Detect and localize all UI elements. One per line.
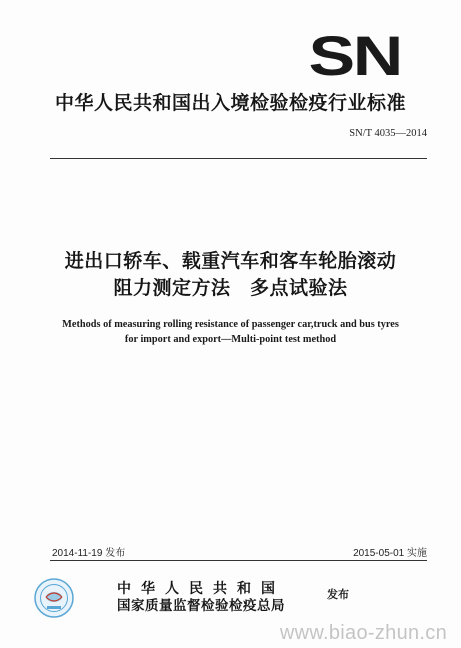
english-title-line-1: Methods of measuring rolling resistance of passenger car,truck and bus tyres — [62, 319, 399, 330]
bottom-divider — [50, 560, 427, 561]
watermark-text: www.biao-zhun.cn — [279, 622, 447, 644]
standard-number: SN/T 4035—2014 — [349, 128, 427, 139]
issue-date: 2014-11-19 发布 — [52, 548, 126, 559]
english-title-line-2: for import and export—Multi-point test method — [124, 334, 337, 345]
implementation-date: 2015-05-01 实施 — [353, 548, 427, 559]
issuer-country: 中华人民共和国 — [117, 581, 285, 597]
industry-standard-title: 中华人民共和国出入境检验检疫行业标准 — [55, 92, 407, 114]
chinese-title-line-1: 进出口轿车、载重汽车和客车轮胎滚动 — [64, 250, 397, 272]
publish-label: 发布 — [327, 588, 349, 601]
top-divider — [50, 158, 427, 159]
seal-icon — [34, 578, 74, 618]
chinese-title-line-2: 阻力测定方法 多点试验法 — [113, 277, 348, 299]
issuer-agency: 国家质量监督检验检疫总局 — [117, 598, 285, 614]
sn-logo: SN — [308, 24, 401, 87]
